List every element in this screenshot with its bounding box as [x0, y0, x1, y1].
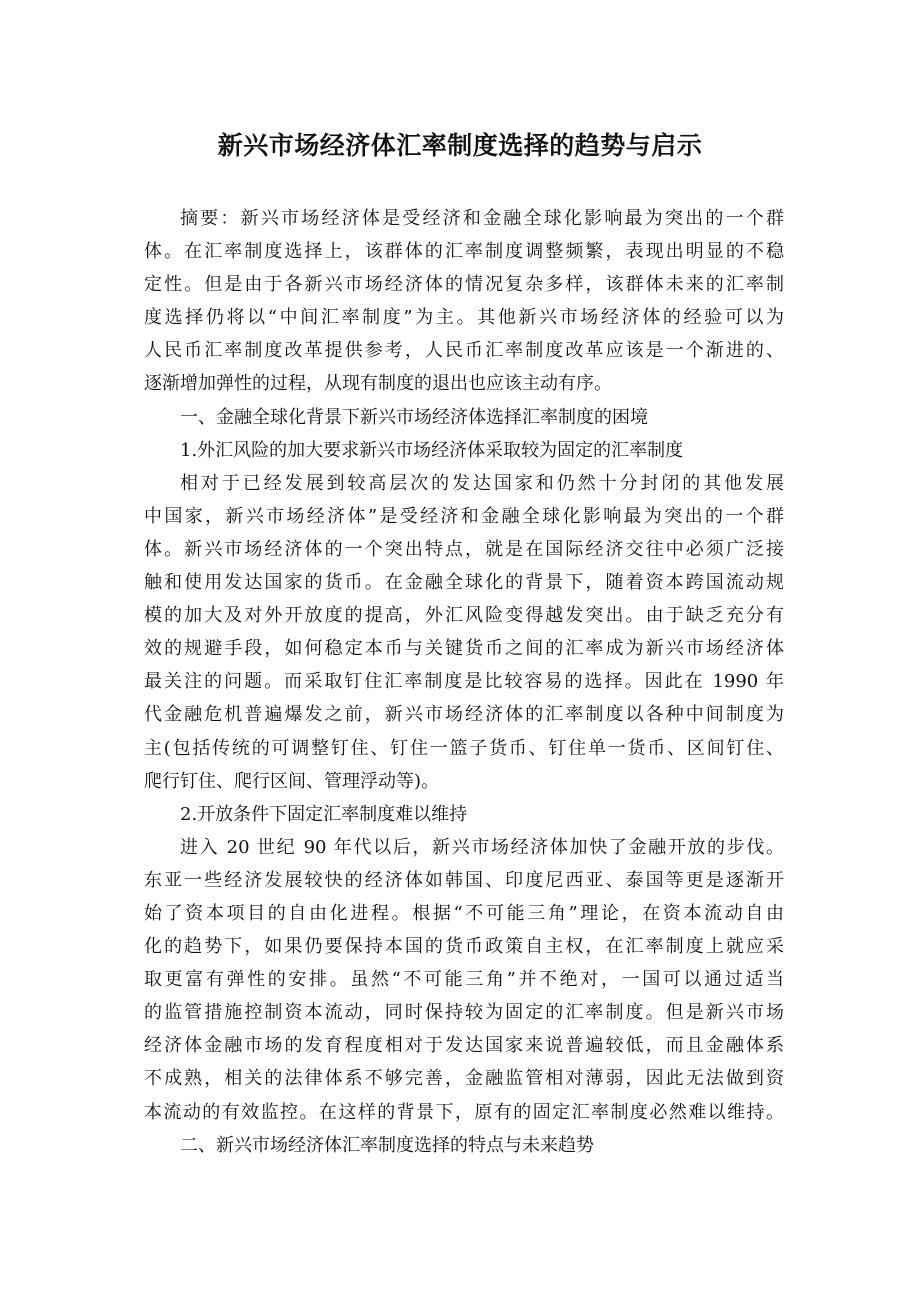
text-line: 2.开放条件下固定汇率制度难以维持 [180, 803, 468, 825]
text-line: 体。在汇率制度选择上，该群体的汇率制度调整频繁，表现出明显的不稳 [144, 241, 784, 263]
text-line: 中国家，新兴市场经济体”是受经济和金融全球化影响最为突出的一个群 [144, 505, 784, 527]
text-line: 经济体金融市场的发育程度相对于发达国家来说普遍较低，而且金融体系 [144, 1035, 784, 1057]
text-line: 度选择仍将以“中间汇率制度”为主。其他新兴市场经济体的经验可以为 [144, 307, 784, 329]
text-line: 的监管措施控制资本流动，同时保持较为固定的汇率制度。但是新兴市场 [144, 1002, 784, 1024]
text-line: 定性。但是由于各新兴市场经济体的情况复杂多样，该群体未来的汇率制 [144, 274, 784, 296]
text-line: 人民币汇率制度改革提供参考，人民币汇率制度改革应该是一个渐进的、 [144, 340, 784, 362]
text-line: 二、新兴市场经济体汇率制度选择的特点与未来趋势 [180, 1134, 594, 1156]
text-line: 东亚一些经济发展较快的经济体如韩国、印度尼西亚、泰国等更是逐渐开 [144, 869, 784, 891]
text-line: 代金融危机普遍爆发之前，新兴市场经济体的汇率制度以各种中间制度为 [144, 704, 784, 726]
text-line: 触和使用发达国家的货币。在金融全球化的背景下，随着资本跨国流动规 [144, 572, 784, 594]
text-line: 最关注的问题。而采取钉住汇率制度是比较容易的选择。因此在 1990 年 [144, 671, 784, 693]
text-line: 进入 20 世纪 90 年代以后，新兴市场经济体加快了金融开放的步伐。 [180, 836, 784, 858]
text-line: 体。新兴市场经济体的一个突出特点，就是在国际经济交往中必须广泛接 [144, 538, 784, 560]
text-line: 1.外汇风险的加大要求新兴市场经济体采取较为固定的汇率制度 [180, 439, 684, 461]
document-title: 新兴市场经济体汇率制度选择的趋势与启示 [217, 131, 703, 160]
document-body [144, 202, 784, 1162]
text-line: 爬行钉住、爬行区间、管理浮动等)。 [144, 770, 440, 792]
text-line: 相对于已经发展到较高层次的发达国家和仍然十分封闭的其他发展 [180, 472, 784, 494]
text-line: 主(包括传统的可调整钉住、钉住一篮子货币、钉住单一货币、区间钉住、 [144, 737, 784, 759]
text-line: 模的加大及对外开放度的提高，外汇风险变得越发突出。由于缺乏充分有 [144, 605, 784, 627]
text-line: 本流动的有效监控。在这样的背景下，原有的固定汇率制度必然难以维持。 [144, 1101, 784, 1123]
text-line: 取更富有弹性的安排。虽然“不可能三角”并不绝对，一国可以通过适当 [144, 969, 784, 991]
text-line: 效的规避手段，如何稳定本币与关键货币之间的汇率成为新兴市场经济体 [144, 638, 784, 660]
text-line: 摘要：新兴市场经济体是受经济和金融全球化影响最为突出的一个群 [180, 208, 784, 229]
text-line: 逐渐增加弹性的过程，从现有制度的退出也应该主动有序。 [144, 373, 612, 395]
text-line: 始了资本项目的自由化进程。根据“不可能三角”理论，在资本流动自由 [144, 902, 784, 924]
text-line: 一、金融全球化背景下新兴市场经济体选择汇率制度的困境 [180, 406, 648, 428]
text-line: 化的趋势下，如果仍要保持本国的货币政策自主权，在汇率制度上就应采 [144, 936, 784, 958]
text-line: 不成熟，相关的法律体系不够完善，金融监管相对薄弱，因此无法做到资 [144, 1068, 784, 1090]
